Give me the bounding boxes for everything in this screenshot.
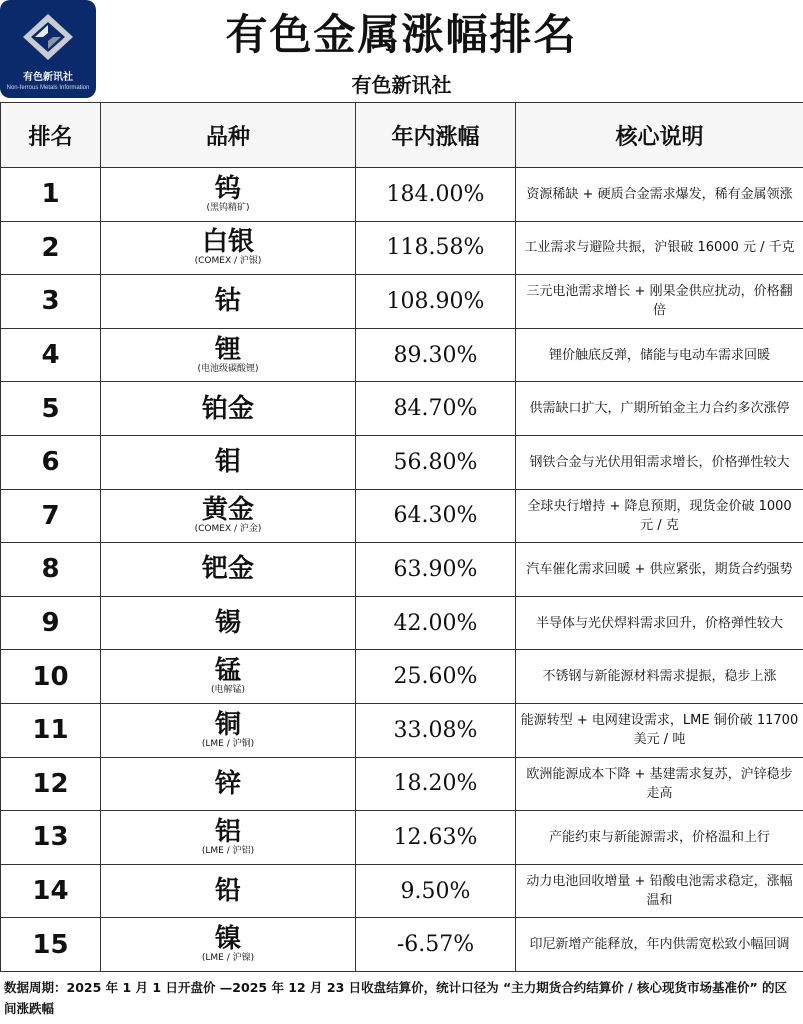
rank-cell: 11 xyxy=(1,703,101,757)
variety-cell xyxy=(101,221,356,275)
rank-cell: 2 xyxy=(1,221,101,275)
description-cell: 供需缺口扩大，广期所铂金主力合约多次涨停 xyxy=(516,382,803,436)
description-cell: 动力电池回收增量 + 铅酸电池需求稳定，涨幅温和 xyxy=(516,864,803,918)
table-row xyxy=(1,811,803,865)
description-cell: 产能约束与新能源需求，价格温和上行 xyxy=(516,811,803,865)
rise-cell: 18.20% xyxy=(356,757,516,811)
brand-name-cn: 有色新讯社 xyxy=(23,72,73,83)
rank-cell: 8 xyxy=(1,543,101,597)
table-row xyxy=(1,489,803,543)
variety-note: (COMEX / 沪金) xyxy=(194,524,262,535)
variety-cell xyxy=(101,328,356,382)
variety-note: (电解锰) xyxy=(210,685,246,696)
variety-cell xyxy=(101,918,356,972)
variety-name: 铝 xyxy=(214,816,241,847)
rank-cell: 5 xyxy=(1,382,101,436)
variety-note: (LME / 沪铝) xyxy=(201,845,255,856)
rise-cell: 9.50% xyxy=(356,864,516,918)
table-row xyxy=(1,328,803,382)
variety-name: 黄金 xyxy=(201,495,254,526)
variety-name: 镍 xyxy=(214,924,241,955)
description-cell: 印尼新增产能释放，年内供需宽松致小幅回调 xyxy=(516,918,803,972)
rise-cell: 108.90% xyxy=(356,275,516,329)
ranking-table xyxy=(0,102,803,972)
table-row xyxy=(1,596,803,650)
variety-name: 锡 xyxy=(214,608,241,639)
rank-cell: 6 xyxy=(1,435,101,489)
description-cell: 汽车催化需求回暖 + 供应紧张，期货合约强势 xyxy=(516,543,803,597)
description-cell: 三元电池需求增长 + 刚果金供应扰动，价格翻倍 xyxy=(516,275,803,329)
variety-note: (LME / 沪镍) xyxy=(201,953,255,964)
header-description: 核心说明 xyxy=(516,103,803,168)
variety-name: 钴 xyxy=(214,286,241,317)
description-cell: 半导体与光伏焊料需求回升，价格弹性较大 xyxy=(516,596,803,650)
rank-cell: 1 xyxy=(1,168,101,222)
rise-cell: 42.00% xyxy=(356,596,516,650)
description-cell: 资源稀缺 + 硬质合金需求爆发，稀有金属领涨 xyxy=(516,168,803,222)
description-cell: 不锈钢与新能源材料需求提振，稳步上涨 xyxy=(516,650,803,704)
rise-cell: 64.30% xyxy=(356,489,516,543)
variety-name: 钨 xyxy=(214,173,241,204)
variety-name: 白银 xyxy=(201,227,254,258)
rise-cell: 84.70% xyxy=(356,382,516,436)
table-row xyxy=(1,650,803,704)
description-cell: 钢铁合金与光伏用钼需求增长，价格弹性较大 xyxy=(516,435,803,489)
rank-cell: 4 xyxy=(1,328,101,382)
variety-cell xyxy=(101,275,356,329)
variety-note: (黑钨精矿) xyxy=(206,202,250,213)
header-rank: 排名 xyxy=(1,103,101,168)
variety-cell xyxy=(101,596,356,650)
variety-name: 钯金 xyxy=(201,554,254,585)
variety-name: 锌 xyxy=(214,768,241,799)
rank-cell: 15 xyxy=(1,918,101,972)
variety-name: 锰 xyxy=(214,656,241,687)
rank-cell: 7 xyxy=(1,489,101,543)
rise-cell: 33.08% xyxy=(356,703,516,757)
variety-name: 铅 xyxy=(214,876,241,907)
variety-cell xyxy=(101,382,356,436)
rank-cell: 14 xyxy=(1,864,101,918)
rise-cell: 118.58% xyxy=(356,221,516,275)
description-cell: 锂价触底反弹，储能与电动车需求回暖 xyxy=(516,328,803,382)
table-row xyxy=(1,435,803,489)
variety-cell xyxy=(101,650,356,704)
header-variety: 品种 xyxy=(101,103,356,168)
variety-note: (COMEX / 沪银) xyxy=(194,256,262,267)
rise-cell: 12.63% xyxy=(356,811,516,865)
footer-note: 数据周期：2025 年 1 月 1 日开盘价 —2025 年 12 月 23 日收盘结算价，统计口径为 “主力期货合约结算价 / 核心现货市场基准价” 的区间涨跌幅 xyxy=(4,980,788,1016)
rank-cell: 10 xyxy=(1,650,101,704)
table-header-row xyxy=(1,103,803,168)
rank-cell: 3 xyxy=(1,275,101,329)
variety-name: 钼 xyxy=(214,447,241,478)
page-title: 有色金属涨幅排名 xyxy=(225,10,578,59)
rise-cell: 184.00% xyxy=(356,168,516,222)
table-row xyxy=(1,275,803,329)
description-cell: 工业需求与避险共振，沪银破 16000 元 / 千克 xyxy=(516,221,803,275)
variety-cell xyxy=(101,543,356,597)
variety-cell xyxy=(101,168,356,222)
variety-cell xyxy=(101,703,356,757)
rank-cell: 13 xyxy=(1,811,101,865)
variety-note: (LME / 沪铜) xyxy=(201,738,255,749)
variety-name: 铜 xyxy=(214,709,241,740)
table-row xyxy=(1,543,803,597)
table-row xyxy=(1,382,803,436)
table-row xyxy=(1,757,803,811)
table-row xyxy=(1,703,803,757)
variety-cell xyxy=(101,864,356,918)
brand-name-en: Non-ferrous Metals Information xyxy=(6,85,90,91)
rise-cell: 89.30% xyxy=(356,328,516,382)
variety-name: 铂金 xyxy=(201,393,254,424)
rise-cell: 25.60% xyxy=(356,650,516,704)
description-cell: 全球央行增持 + 降息预期，现货金价破 1000 元 / 克 xyxy=(516,489,803,543)
variety-name: 锂 xyxy=(214,334,241,365)
rise-cell: 63.90% xyxy=(356,543,516,597)
page-subtitle: 有色新讯社 xyxy=(351,73,452,97)
variety-cell xyxy=(101,489,356,543)
table-row xyxy=(1,168,803,222)
rank-cell: 12 xyxy=(1,757,101,811)
rank-cell: 9 xyxy=(1,596,101,650)
rise-cell: -6.57% xyxy=(356,918,516,972)
variety-note: (电池级碳酸锂) xyxy=(197,363,259,374)
header-annual-rise: 年内涨幅 xyxy=(356,103,516,168)
description-cell: 能源转型 + 电网建设需求，LME 铜价破 11700 美元 / 吨 xyxy=(516,703,803,757)
variety-cell xyxy=(101,811,356,865)
variety-cell xyxy=(101,435,356,489)
rise-cell: 56.80% xyxy=(356,435,516,489)
variety-cell xyxy=(101,757,356,811)
table-row xyxy=(1,864,803,918)
table-row xyxy=(1,221,803,275)
table-row xyxy=(1,918,803,972)
description-cell: 欧洲能源成本下降 + 基建需求复苏，沪锌稳步走高 xyxy=(516,757,803,811)
